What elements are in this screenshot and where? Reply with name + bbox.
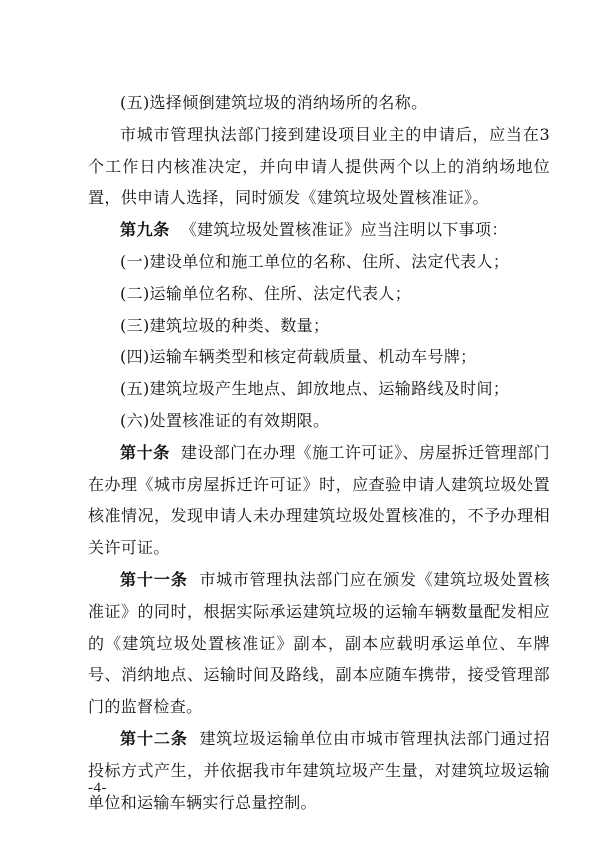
paragraph-text: 市城市管理执法部门应在颁发《建筑垃圾处置核准证》的同时，根据实际承运建筑垃圾的运输车辆数量配发相应的《建筑垃圾处置核准证》副本，副本应载明承运单位、车牌号、消纳地点、运输时间及路线，副本应随车携带，接受管理部门的监督检查。 — [88, 569, 550, 717]
paragraph-text: 《建筑垃圾处置核准证》应当注明以下事项： — [180, 220, 508, 240]
paragraph-text: (五)选择倾倒建筑垃圾的消纳场所的名称。 — [120, 93, 428, 112]
list-item — [88, 405, 550, 437]
paragraph-text: (五)建筑垃圾产生地点、卸放地点、运输路线及时间； — [120, 379, 510, 399]
article-title: 第九条 — [120, 220, 170, 240]
article-title: 第十一条 — [120, 569, 188, 589]
paragraph-text: (二)运输单位名称、住所、法定代表人； — [120, 283, 412, 303]
page-number: -4- — [88, 780, 107, 796]
list-item — [88, 246, 550, 278]
article-paragraph — [88, 723, 550, 818]
list-item — [88, 310, 550, 342]
paragraph-text: 市城市管理执法部门接到建设项目业主的申请后，应当在3个工作日内核准决定，并向申请人提供两个以上的消纳场地位置，供申请人选择，同时颁发《建筑垃圾处置核准证》。 — [88, 124, 550, 208]
paragraph-text: (三)建筑垃圾的种类、数量； — [120, 315, 330, 335]
article-paragraph — [88, 437, 550, 564]
list-item — [88, 341, 550, 373]
article-title: 第十二条 — [120, 728, 188, 748]
paragraph-text: 建筑垃圾运输单位由市城市管理执法部门通过招投标方式产生，并依据我市年建筑垃圾产生量，对建筑垃圾运输单位和运输车辆实行总量控制。 — [88, 728, 550, 812]
article-paragraph — [88, 564, 550, 723]
paragraph-text: (四)运输车辆类型和核定荷载质量、机动车号牌； — [120, 347, 477, 367]
list-item — [88, 373, 550, 405]
paragraph-text: (六)处置核准证的有效期限。 — [120, 410, 330, 430]
article-paragraph — [88, 214, 550, 246]
article-title: 第十条 — [120, 442, 170, 462]
paragraph-text: (一)建设单位和施工单位的名称、住所、法定代表人； — [120, 251, 510, 271]
body-paragraph — [88, 119, 550, 214]
document-body — [88, 87, 550, 818]
list-item — [88, 87, 550, 119]
list-item — [88, 278, 550, 310]
paragraph-text: 建设部门在办理《施工许可证》、房屋拆迁管理部门在办理《城市房屋拆迁许可证》时，应查验申请人建筑垃圾处置核准情况，发现申请人未办理建筑垃圾处置核准的，不予办理相关许可证。 — [88, 442, 550, 558]
